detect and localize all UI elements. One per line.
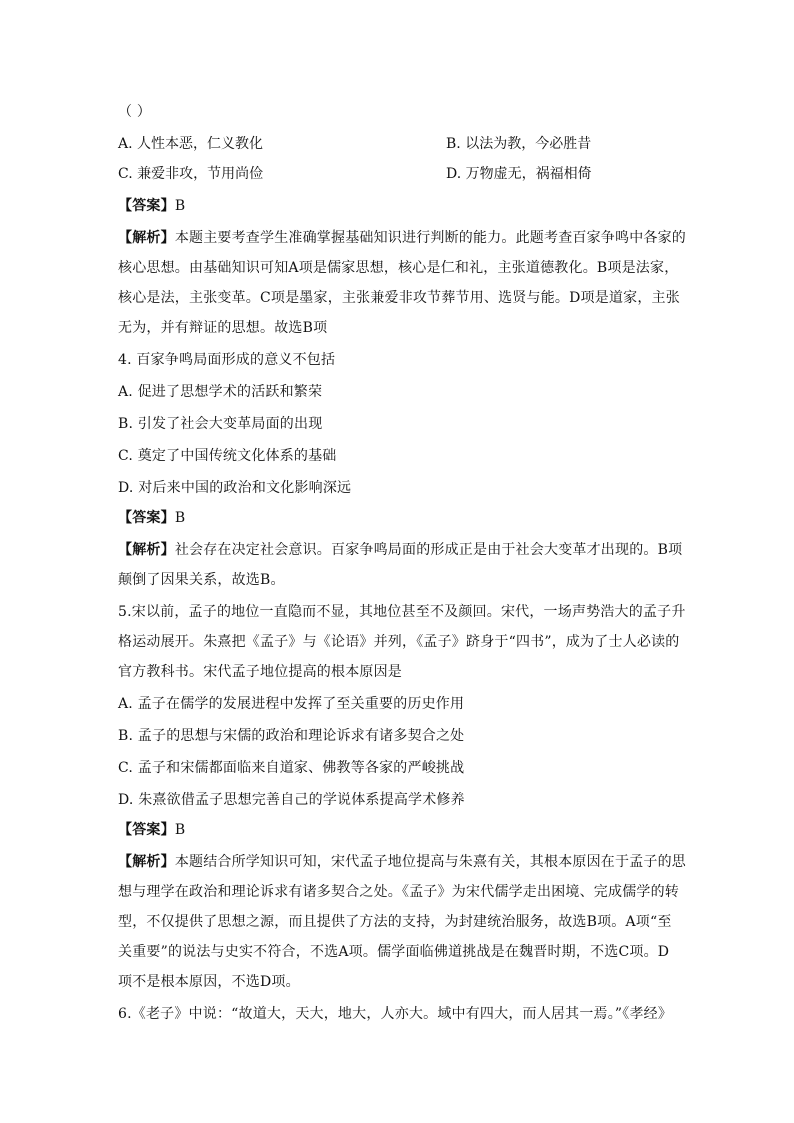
q6-stem-line-1: 6.《老子》中说：“故道大，天大，地大，人亦大。域中有四大，而人居其一焉。”《孝经》 [118,1006,673,1022]
answer-tag: 【答案】 [118,510,175,526]
q5-stem-line-1: 5.宋以前，孟子的地位一直隐而不显，其地位甚至不及颜回。宋代，一场声势浩大的孟子升 [118,604,686,620]
q3-analysis-line-4: 无为，并有辩证的思想。故选B项 [118,320,328,336]
q3-answer [118,196,688,216]
answer-value: B [174,822,186,838]
q3-option-c: C. 兼爱非攻，节用尚俭 [118,166,264,182]
q5-option-a: A. 孟子在儒学的发展进程中发挥了至关重要的历史作用 [118,696,465,712]
analysis-tag: 【解析】 [118,854,175,870]
answer-tag: 【答案】 [118,198,175,214]
q4-option-d: D. 对后来中国的政治和文化影响深远 [118,480,352,496]
q5-analysis-line-1 [118,852,688,872]
q5-option-d: D. 朱熹欲借孟子思想完善自己的学说体系提高学术修养 [118,792,465,808]
q4-option-b: B. 引发了社会大变革局面的出现 [118,416,323,432]
q4-analysis-line-2: 颠倒了因果关系，故选B。 [118,572,285,588]
q3-blank: （ ） [118,104,152,120]
q4-option-c: C. 奠定了中国传统文化体系的基础 [118,448,337,464]
analysis-text: 本题结合所学知识可知，宋代孟子地位提高与朱熹有关，其根本原因在于孟子的思 [174,854,687,870]
q4-analysis-line-1 [118,540,688,560]
answer-tag: 【答案】 [118,822,175,838]
q3-option-d: D. 万物虚无，祸福相倚 [446,166,592,182]
q5-stem-line-2: 格运动展开。朱熹把《孟子》与《论语》并列，《孟子》跻身于“四书”，成为了士人必读的 [118,634,680,650]
q4-stem: 4. 百家争鸣局面形成的意义不包括 [118,352,336,368]
q4-answer [118,508,688,528]
q5-option-c: C. 孟子和宋儒都面临来自道家、佛教等各家的严峻挑战 [118,760,465,776]
q3-analysis-line-1 [118,228,688,248]
q5-stem-line-3: 官方教科书。宋代孟子地位提高的根本原因是 [118,664,402,680]
q4-option-a: A. 促进了思想学术的活跃和繁荣 [118,384,323,400]
q5-analysis-line-5: 项不是根本原因，不选D项。 [118,974,300,990]
q5-analysis-line-4: 关重要”的说法与史实不符合，不选A项。儒学面临佛道挑战是在魏晋时期，不选C项。D [118,944,670,960]
q5-analysis-line-3: 型，不仅提供了思想之源，而且提供了方法的支持，为封建统治服务，故选B项。A项“至 [118,914,672,930]
analysis-text: 社会存在决定社会意识。百家争鸣局面的形成正是由于社会大变革才出现的。B项 [174,542,683,558]
q3-option-b: B. 以法为教，今必胜昔 [446,136,592,152]
answer-value: B [174,198,186,214]
analysis-text: 本题主要考查学生准确掌握基础知识进行判断的能力。此题考查百家争鸣中各家的 [174,230,687,246]
q3-option-a: A. 人性本恶，仁义教化 [118,136,264,152]
q5-answer [118,820,688,840]
q5-analysis-line-2: 想与理学在政治和理论诉求有诸多契合之处。《孟子》为宋代儒学走出困境、完成儒学的转 [118,884,679,900]
q3-analysis-line-2: 核心思想。由基础知识可知A项是儒家思想，核心是仁和礼，主张道德教化。B项是法家， [118,260,679,276]
q3-analysis-line-3: 核心是法，主张变革。C项是墨家，主张兼爱非攻节葬节用、选贤与能。D项是道家，主张 [118,290,680,306]
analysis-tag: 【解析】 [118,542,175,558]
analysis-tag: 【解析】 [118,230,175,246]
answer-value: B [174,510,186,526]
q5-option-b: B. 孟子的思想与宋儒的政治和理论诉求有诸多契合之处 [118,728,465,744]
